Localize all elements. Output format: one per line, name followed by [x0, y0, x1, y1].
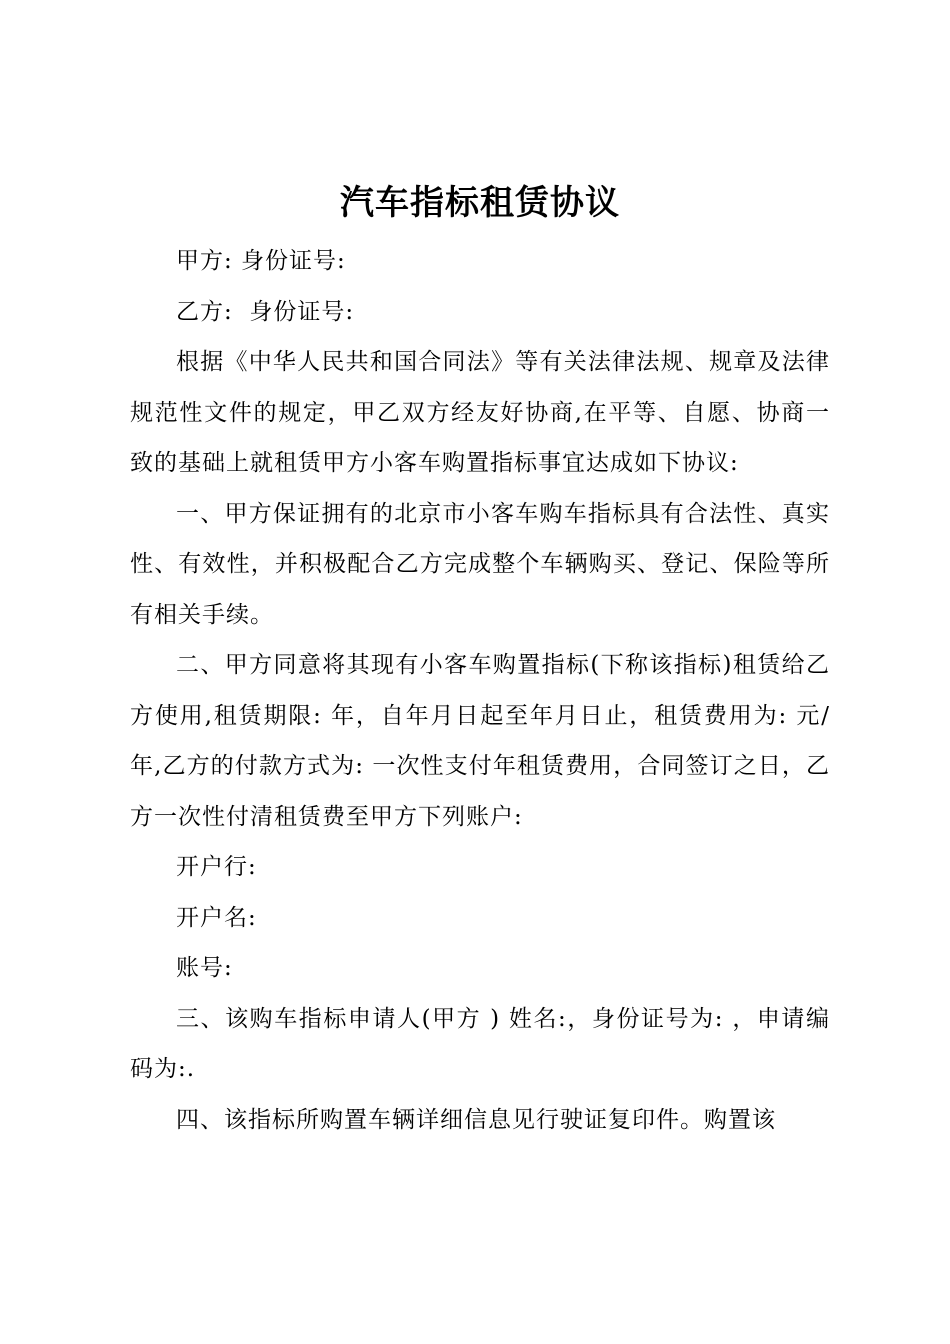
bank-name-line: 开户行: [176, 854, 257, 880]
clause-1-paragraph: 一、甲方保证拥有的北京市小客车购车指标具有合法性、真实性、有效性，并积极配合乙方完成整个车辆购买、登记、保险等所有相关手续。 [130, 500, 830, 628]
document-title: 汽车指标租赁协议 [340, 183, 620, 223]
preamble-paragraph: 根据《中华人民共和国合同法》等有关法律法规、规章及法律规范性文件的规定，甲乙双方经友好协商,在平等、自愿、协商一致的基础上就租赁甲方小客车购置指标事宜达成如下协议: [130, 349, 830, 476]
party-b-line: 乙方: 身份证号: [176, 298, 355, 325]
party-a-line: 甲方: 身份证号: [176, 248, 346, 274]
account-name-line: 开户名: [176, 904, 257, 931]
account-number-line: 账号: [176, 955, 233, 981]
document-page [130, 178, 830, 1145]
clause-4-paragraph: 四、该指标所购置车辆详细信息见行驶证复印件。购置该 [176, 1106, 776, 1133]
clause-3-paragraph: 三、该购车指标申请人(甲方 ) 姓名:，身份证号为: ，申请编码为:. [130, 1005, 830, 1082]
clause-2-paragraph: 二、甲方同意将其现有小客车购置指标(下称该指标)租赁给乙方使用,租赁期限: 年，自年月日起至年月日止，租赁费用为: 元/年,乙方的付款方式为: 一次性支付年租赁费用，合同签订之日，乙方一次性付清租赁费至甲方下列账户: [130, 652, 830, 830]
